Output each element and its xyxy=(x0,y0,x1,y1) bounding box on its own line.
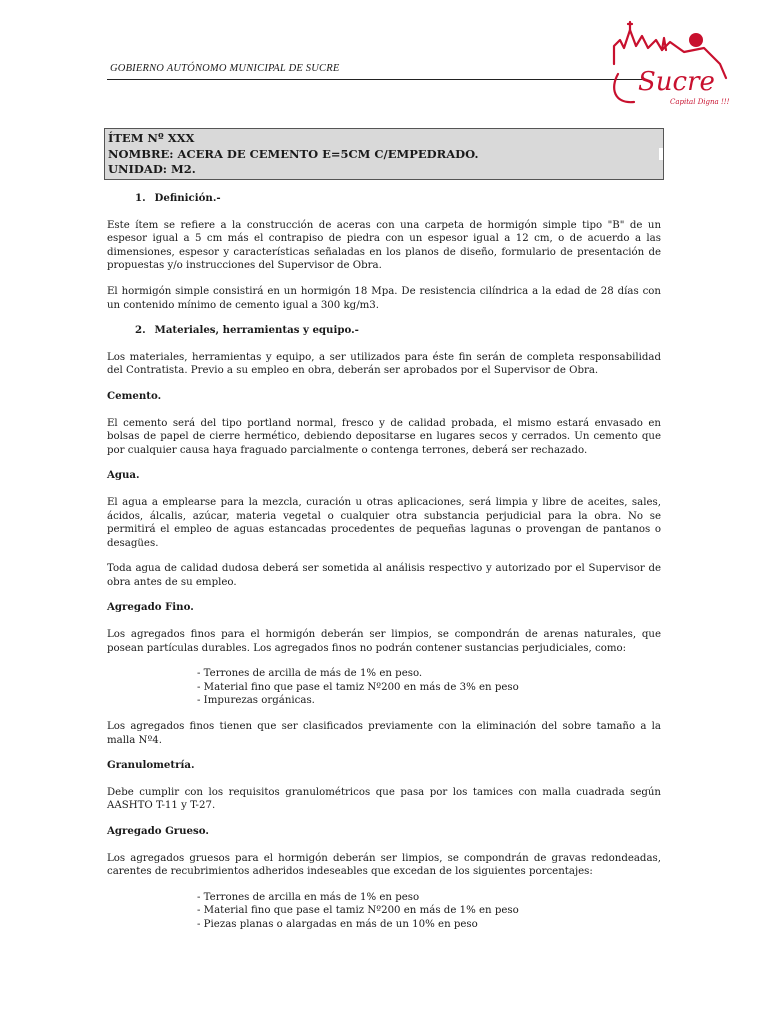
sucre-logo xyxy=(600,18,740,118)
subheading-cemento: Cemento. xyxy=(107,389,162,402)
list-agregado-grueso xyxy=(107,891,661,932)
section-heading-materiales: 2. Materiales, herramientas y equipo.- xyxy=(135,324,359,337)
logo-wordmark: Sucre xyxy=(638,67,715,97)
section-heading-definicion: 1. Definición.- xyxy=(135,192,221,204)
paragraph-agua-2: Toda agua de calidad dudosa deberá ser sometida al análisis respectivo y autorizado por el Supervisor de obra antes de su empleo. xyxy=(107,563,661,588)
paragraph-definicion-2: El hormigón simple consistirá en un hormigón 18 Mpa. De resistencia cilíndrica a la edad de 28 días con un contenido mínimo de cemento igual a 300 kg/m3. xyxy=(107,285,661,311)
paragraph-granulometria: Debe cumplir con los requisitos granulométricos que pasa por los tamices con malla cuadrada según AASHTO T-11 y T-27. xyxy=(107,786,661,812)
box-marker xyxy=(659,148,663,160)
logo-tagline: Capital Digna !!! xyxy=(670,98,730,106)
subheading-agregado-fino: Agregado Fino. xyxy=(107,601,194,614)
paragraph-agua-1: El agua a emplearse para la mezcla, curación u otras aplicaciones, será limpia y libre de aceites, sales, ácidos, álcalis, azúcar, materia vegetal o cualquier otra substancia perjudicial para la obra. No se permitirá el empleo de aguas estancadas procedentes de pequeñas lagunas o provengan de pantanos o desagües. xyxy=(107,496,661,549)
list-item: - Impurezas orgánicas. xyxy=(197,695,315,707)
organization-title: GOBIERNO AUTÓNOMO MUNICIPAL DE SUCRE xyxy=(110,63,340,74)
paragraph-materiales: Los materiales, herramientas y equipo, a ser utilizados para éste fin serán de completa responsabilidad del Contratista. Previo a su empleo en obra, deberán ser aprobados por el Supervisor de Obra. xyxy=(107,351,661,377)
list-item: - Terrones de arcilla en más de 1% en peso xyxy=(197,891,420,903)
paragraph-definicion-1: Este ítem se refiere a la construcción de aceras con una carpeta de hormigón simple tipo "B" de un espesor igual a 5 cm más el contrapiso de piedra con un espesor igual a 12 cm, o de acuerdo a las dimensiones, espesor y características señaladas en los planos de diseño, formulario de presentación de propuestas y/o instrucciones del Supervisor de Obra. xyxy=(107,219,661,272)
paragraph-agregado-fino-1: Los agregados finos para el hormigón deberán ser limpios, se compondrán de arenas naturales, que posean partículas durables. Los agregados finos no podrán contener sustancias perjudiciales, como: xyxy=(107,629,661,654)
item-number: ÍTEM Nº XXX xyxy=(108,131,195,145)
paragraph-agregado-fino-2: Los agregados finos tienen que ser clasificados previamente con la eliminación del sobre tamaño a la malla Nº4. xyxy=(107,721,661,746)
list-item: - Piezas planas o alargadas en más de un 10% en peso xyxy=(197,918,478,930)
item-info-box xyxy=(104,128,664,180)
paragraph-cemento: El cemento será del tipo portland normal, fresco y de calidad probada, el mismo estará envasado en bolsas de papel de cierre hermético, debiendo depositarse en lugares secos y cerrados. Un cemento que por cualquier causa haya fraguado parcialmente o contenga terrones, deberá ser rechazado. xyxy=(107,417,661,456)
header-divider xyxy=(107,79,647,80)
item-unit: UNIDAD: M2. xyxy=(108,162,196,176)
subheading-granulometria: Granulometría. xyxy=(107,759,195,772)
list-item: - Terrones de arcilla de más de 1% en peso. xyxy=(197,668,423,680)
list-agregado-fino xyxy=(107,667,661,708)
document-body xyxy=(107,192,661,944)
item-name: NOMBRE: ACERA DE CEMENTO E=5CM C/EMPEDRADO. xyxy=(108,146,479,161)
paragraph-agregado-grueso: Los agregados gruesos para el hormigón deberán ser limpios, se compondrán de gravas redondeadas, carentes de recubrimientos adheridos indeseables que excedan de los siguientes porcentajes: xyxy=(107,852,661,878)
subheading-agregado-grueso: Agregado Grueso. xyxy=(107,825,209,837)
list-item: - Material fino que pase el tamiz Nº200 en más de 3% en peso xyxy=(197,681,519,693)
list-item: - Material fino que pase el tamiz Nº200 en más de 1% en peso xyxy=(197,905,519,917)
subheading-agua: Agua. xyxy=(107,469,140,482)
